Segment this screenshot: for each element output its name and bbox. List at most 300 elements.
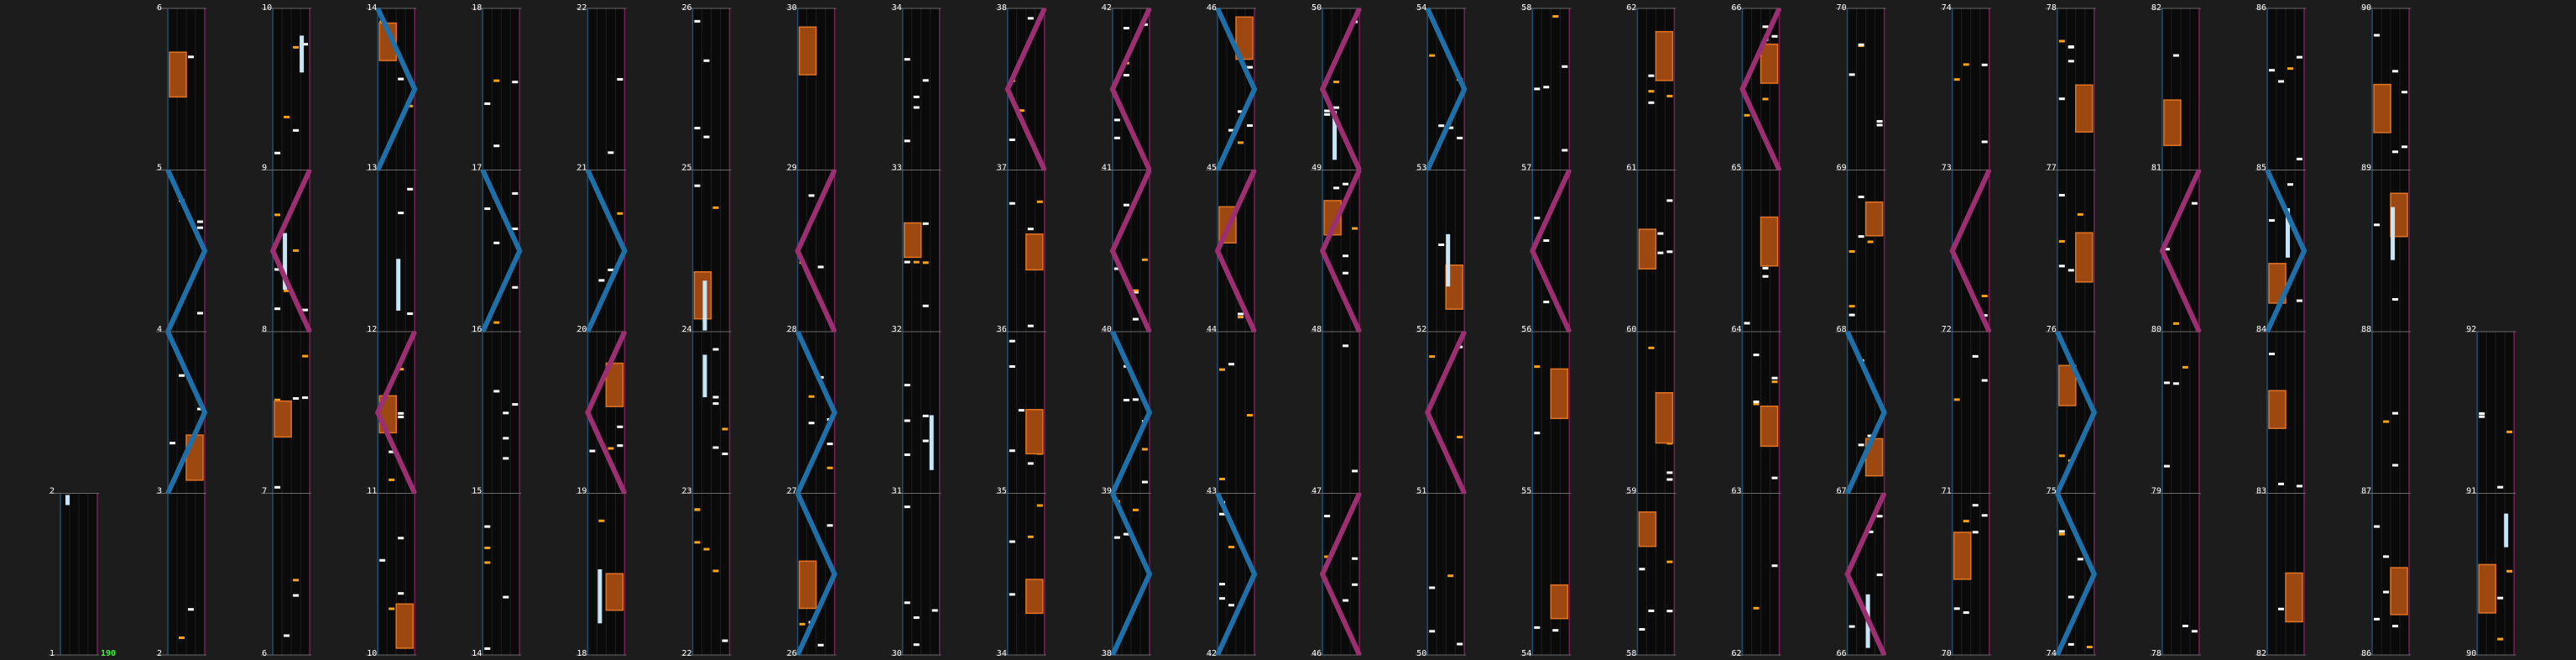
side-note [2078,213,2083,216]
fx-hold [1026,234,1043,270]
tap-note [1438,244,1444,246]
notes-layer [65,15,2512,650]
tap-note [1754,354,1760,356]
measure-number: 28 [786,325,797,334]
tap-note [1543,239,1549,242]
tap-note [2164,465,2170,468]
tap-note [1657,233,1663,235]
tap-note [1114,137,1120,139]
measure-number: 30 [786,3,797,13]
tap-note [2059,265,2065,267]
tap-note [2173,55,2179,57]
side-note [302,355,308,358]
side-note [809,395,815,398]
side-note [2059,454,2065,457]
tap-note [1352,584,1358,586]
measure-number: 90 [2361,3,2372,13]
tap-note [905,261,910,264]
tap-note [1982,140,1988,143]
side-note [1534,365,1540,368]
measure-number: 64 [1731,325,1742,334]
tap-note [1009,139,1015,141]
side-note [1429,355,1435,358]
side-note [713,569,719,572]
tap-note [1973,355,1979,358]
tap-note [589,450,595,453]
fx-hold [1026,579,1043,613]
measure-number: 90 [2466,649,2477,658]
side-note [1954,78,1960,81]
tap-note [827,524,833,526]
lanes-layer [49,8,2516,655]
tap-note [2278,608,2284,610]
tap-note [598,279,604,281]
tap-note [1666,610,1672,612]
tap-note [1877,123,1883,126]
side-note [179,636,185,639]
tap-note [617,426,623,428]
tap-note [293,595,299,597]
tap-note [905,419,910,422]
tap-note [704,60,710,62]
tap-note [818,644,824,647]
tap-note [1666,250,1672,253]
side-note [2506,570,2512,573]
measure-number: 63 [1731,486,1742,496]
measure-number: 91 [2466,486,2477,496]
tap-note [713,402,719,405]
side-note [1772,380,1778,383]
measure-number: 58 [1521,3,1532,13]
tap-note [722,453,728,455]
measure-number: 21 [576,163,587,173]
side-note [695,541,701,543]
measure-number: 34 [891,3,902,13]
measure-number: 2 [50,486,55,496]
fx-hold [2164,100,2181,145]
measure-number: 18 [472,3,482,13]
tap-note [503,437,508,439]
tap-note [2297,485,2302,487]
tap-note [197,227,203,229]
tap-note [2297,300,2302,302]
measure-number: 66 [1836,649,1847,658]
side-note [493,322,499,324]
tap-note [1324,113,1330,116]
measure-number: 47 [1311,486,1322,496]
tap-note [1973,531,1979,533]
measure-number: 17 [472,163,482,173]
tap-note [914,96,920,98]
fx-hold [1866,202,1883,236]
side-note [1238,141,1244,144]
tap-note [274,152,280,155]
side-note [914,261,920,264]
tap-note [713,395,719,398]
measure-number: 74 [1941,3,1952,13]
measure-number: 53 [1416,163,1427,173]
tap-note [1859,235,1864,238]
fx-hold [800,27,816,75]
measure-number: 83 [2256,486,2267,496]
tap-note [2269,353,2275,355]
measure-number: 6 [262,649,268,658]
side-note [274,213,280,216]
side-note [1963,63,1969,65]
tap-note [1124,399,1129,401]
fx-hold [1761,217,1778,266]
side-note [1447,574,1453,577]
tap-note [1534,626,1540,629]
tap-note [1247,66,1253,69]
tap-note [2392,625,2398,627]
tap-note [1543,301,1549,303]
tap-note [274,307,280,310]
tap-note [1982,380,1988,382]
tap-note [2497,597,2503,600]
tap-note [197,221,203,223]
tap-note [1142,481,1148,484]
tap-note [923,305,929,307]
measure-number: 77 [2046,163,2057,173]
tap-note [1763,275,1769,278]
measure-number: 50 [1311,3,1322,13]
side-note [1142,259,1148,261]
tap-note [2392,464,2398,467]
tap-note [484,526,490,528]
tap-note [905,601,910,604]
tap-note [1973,504,1979,506]
measure-number: 54 [1416,3,1427,13]
tap-note [1333,186,1339,189]
tap-note [188,608,194,610]
tap-note [179,375,185,377]
tap-note [1124,204,1129,207]
side-note [2087,646,2093,648]
tap-note [1343,183,1348,186]
tap-note [512,228,518,230]
fx-hold [1639,512,1656,547]
side-note [1219,478,1225,480]
measure-number: 25 [681,163,692,173]
measure-number: 13 [367,163,378,173]
measure-number: 79 [2151,486,2161,496]
fx-hold [2286,573,2302,621]
measure-number: 45 [1207,163,1218,173]
tap-note [1562,65,1567,68]
tap-note [1009,365,1015,368]
tap-note [2383,591,2389,594]
tap-note [1648,102,1654,104]
tap-note [1849,626,1855,628]
tap-note [2297,158,2302,160]
measure-number: 61 [1626,163,1637,173]
long-note [1446,234,1450,286]
tap-note [923,415,929,417]
side-note [2059,240,2065,243]
tap-note [1343,272,1348,275]
side-note [2287,67,2293,70]
tap-note [2068,269,2074,271]
measure-number: 52 [1416,325,1427,334]
measure-number: 39 [1101,486,1112,496]
tap-note [2059,530,2065,532]
side-note [617,212,623,215]
tap-note [302,309,308,312]
long-note [396,259,400,311]
measure-number: 60 [1626,325,1637,334]
tap-note [1859,196,1864,198]
measure-number: 38 [1101,649,1112,658]
tap-note [1639,628,1645,631]
tap-note [905,453,910,456]
side-note [493,80,499,82]
side-note [1666,95,1672,97]
measure-number: 46 [1207,3,1218,13]
tap-note [1028,462,1034,464]
measure-number: 71 [1941,486,1952,496]
fx-hold [1551,369,1567,418]
tap-note [274,486,280,489]
tap-note [398,416,404,418]
tap-note [512,403,518,406]
tap-note [1982,514,1988,516]
long-note [597,569,602,623]
tap-note [1754,401,1760,403]
measure-number: 36 [996,325,1007,334]
measure-number: 66 [1731,3,1742,13]
tap-note [1639,568,1645,570]
long-note [2391,207,2395,260]
measure-number: 8 [262,325,268,334]
tap-note [905,384,910,386]
measure-number: 70 [1836,3,1847,13]
tap-note [1009,202,1015,205]
side-note [293,579,299,581]
tap-note [914,106,920,108]
tap-note [1219,597,1225,600]
fx-hold [2076,233,2093,282]
fx-hold [606,574,623,610]
tap-note [923,440,929,443]
side-note [2059,39,2065,42]
tap-note [1772,564,1778,567]
tap-note [2059,97,2065,100]
measure-number: 7 [262,486,268,496]
measure-number: 58 [1626,649,1637,658]
side-note [923,261,929,264]
tap-note [2392,150,2398,153]
measure-number: 41 [1101,163,1112,173]
tap-note [188,55,194,58]
tap-note [1666,479,1672,481]
measure-number: 88 [2361,325,2372,334]
tap-note [1534,87,1540,90]
tap-note [503,457,508,459]
measure-number: 82 [2256,649,2267,658]
side-note [484,547,490,549]
measure-number: 37 [996,163,1007,173]
measure-number: 12 [367,325,378,334]
fx-hold [2374,85,2391,133]
side-note [607,447,613,449]
side-note [388,479,394,481]
measure-number: 74 [2046,649,2057,658]
tap-note [197,312,203,314]
long-note [65,495,70,505]
side-note [1028,536,1034,538]
tap-note [2269,69,2275,71]
fx-hold [1761,406,1778,447]
tap-note [2068,46,2074,49]
tap-note [1352,469,1358,472]
tap-note [2374,223,2380,226]
measure-number: 22 [576,3,587,13]
tap-note [1877,515,1883,517]
measure-number: 14 [472,649,482,658]
side-note [1037,201,1043,203]
fx-hold [1026,410,1043,454]
tap-note [1009,593,1015,595]
tap-note [398,78,404,81]
tap-note [1534,432,1540,434]
tap-note [905,58,910,60]
tap-note [2392,70,2398,72]
tap-note [809,422,815,424]
side-note [1457,436,1463,438]
tap-note [512,286,518,289]
measure-number: 69 [1836,163,1847,173]
tap-note [1982,64,1988,66]
measure-number: 19 [576,486,587,496]
tap-note [905,139,910,142]
side-note [722,427,728,430]
tap-note [1124,74,1129,76]
side-note [1133,509,1139,511]
tap-note [1763,267,1769,270]
side-note [713,207,719,209]
side-note [1142,448,1148,451]
tap-note [1238,312,1244,315]
fx-hold [1639,229,1656,269]
tap-note [484,647,490,650]
measure-number: 26 [786,649,797,658]
measure-number: 1 [50,649,55,658]
tap-note [1666,471,1672,474]
side-note [293,249,299,252]
measure-number: 78 [2151,649,2161,658]
side-note [1982,295,1988,297]
tap-note [713,348,719,351]
side-note [800,623,806,626]
fx-hold [274,401,291,437]
tap-note [1543,86,1549,88]
side-note [293,46,299,49]
measure-number: 15 [472,486,482,496]
side-note [1352,228,1358,230]
tap-note [2068,60,2074,62]
tap-note [2192,202,2198,205]
tap-note [484,207,490,210]
tap-note [1114,118,1120,121]
tap-note [1849,314,1855,317]
measure-number: 38 [996,3,1007,13]
measure-number: 80 [2151,325,2161,334]
tap-note [617,78,623,81]
tap-note [1009,541,1015,543]
fx-hold [1761,45,1778,83]
fx-hold [2076,85,2093,132]
tap-note [2383,555,2389,558]
tap-note [1028,325,1034,327]
fx-hold [2391,568,2407,615]
side-note [284,116,289,118]
measure-number: 76 [2046,325,2057,334]
tap-note [2374,34,2380,36]
tap-note [914,616,920,619]
tap-note [493,390,499,392]
measure-number: 35 [996,486,1007,496]
measure-number: 86 [2256,3,2267,13]
tap-note [398,412,404,415]
tap-note [2068,643,2074,646]
bpm-label: 190 [101,649,117,658]
tap-note [293,397,299,400]
tap-note [2497,486,2503,489]
tap-note [2164,381,2170,384]
tap-note [2479,412,2485,415]
tap-note [1772,377,1778,380]
tap-note [2297,56,2302,59]
side-note [695,508,701,511]
tap-note [2374,526,2380,528]
side-note [484,561,490,563]
fx-hold [800,561,816,608]
side-note [1963,520,1969,522]
tap-note [722,640,728,642]
tap-note [493,144,499,147]
measure-number: 3 [157,486,163,496]
tap-note [302,396,308,399]
measure-number: 54 [1521,649,1532,658]
fx-hold [1551,585,1567,619]
tap-note [1562,149,1567,151]
tap-note [2182,625,2188,627]
side-note [1247,414,1253,416]
measure-number: 10 [367,649,378,658]
measure-number: 50 [1416,649,1427,658]
tap-note [1648,610,1654,612]
side-note [827,467,833,469]
tap-note [704,136,710,139]
measure-number: 24 [681,325,692,334]
tap-note [1324,515,1330,517]
side-note [1666,561,1672,563]
tap-note [1859,44,1864,46]
tap-note [284,634,289,636]
side-note [1238,316,1244,318]
side-note [1754,607,1760,610]
tap-note [1247,124,1253,127]
tap-note [695,20,701,23]
tap-note [1133,398,1139,401]
measure-number: 89 [2361,163,2372,173]
tap-note [379,559,385,562]
tap-note [293,129,299,132]
measure-number: 20 [576,325,587,334]
fx-hold [1656,393,1672,443]
tap-note [1324,110,1330,113]
